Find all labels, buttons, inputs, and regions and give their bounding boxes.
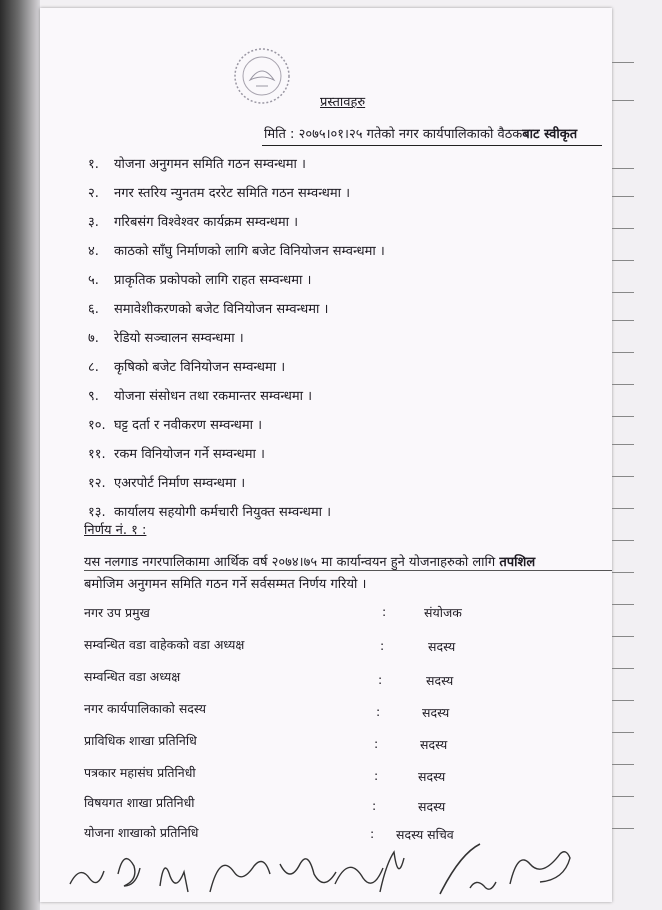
signature-mark [380,852,404,892]
member-colon: : [376,704,381,719]
member-name: नगर उप प्रमुख [84,605,150,620]
approval-date-line [264,124,577,142]
proposal-item: ६. समावेशीकरणको बजेट विनियोजन सम्वन्धमा । [88,302,329,317]
proposal-item: ५. प्राकृतिक प्रकोपको लागि राहत सम्वन्धमा । [88,273,312,288]
proposal-item: १०. घट्ट दर्ता र नवीकरण सम्वन्धमा । [88,418,263,433]
member-role: सदस्य [422,705,450,720]
signature-mark [335,867,383,884]
signature-mark [440,844,480,894]
member-colon: : [382,604,387,619]
member-role: संयोजक [424,605,462,620]
member-role: सदस्य [418,799,446,814]
proposal-item: १३. कार्यालय सहयोगी कर्मचारी नियुक्त सम्वन्धमा । [88,505,332,520]
proposal-item: १२. एअरपोर्ट निर्माण सम्वन्धमा । [88,476,246,491]
proposal-item: ११. रकम विनियोजन गर्ने सम्वन्धमा । [88,447,265,462]
page-heading: प्रस्तावहरु [320,95,366,110]
proposal-item: ३. गरिबसंग विश्वेश्वर कार्यक्रम सम्वन्धमा । [88,215,299,230]
signature-mark [118,859,140,886]
signature-mark [70,871,104,884]
signature-mark [510,852,570,884]
member-role: सदस्य [420,737,448,752]
document-page [40,8,612,902]
signatures-area [60,834,600,902]
signature-mark [280,859,336,883]
decision-paragraph: यस नलगाड नगरपालिकामा आर्थिक वर्ष २०७४।७५ मा कार्यान्वयन हुने योजनाहरुको लागि तपशिल बमोजिम अनुगमन समिति गठन गर्ने सर्वसम्मत निर्णय गरियो । [84,555,536,592]
member-role: सदस्य [418,769,446,784]
member-name: योजना शाखाको प्रतिनिधि [84,825,199,840]
member-name: सम्वन्धित वडा वाहेकको वडा अध्यक्ष [84,637,245,652]
member-name: सम्वन्धित वडा अध्यक्ष [84,669,181,684]
proposal-item: १. योजना अनुगमन समिति गठन सम्वन्धमा । [88,157,306,172]
approval-status-text: बाट स्वीकृत [522,127,578,142]
member-role: सदस्य [428,639,456,654]
member-colon: : [370,826,375,841]
proposal-item: २. नगर स्तरिय न्युनतम दररेट समिति गठन सम्वन्धमा । [88,186,351,201]
member-role: सदस्य [426,673,454,688]
member-name: प्राविधिक शाखा प्रतिनिधि [84,733,197,748]
member-colon: : [372,798,377,813]
approval-date-text: मिति : २०७५।०१।२५ गतेको नगर कार्यपालिकाको वैठक [264,127,523,142]
member-colon: : [378,672,383,687]
proposal-item: ७. रेडियो सञ्चालन सम्वन्धमा । [88,331,244,346]
paragraph-underline [84,570,612,571]
proposal-item: ८. कृषिको बजेट विनियोजन सम्वन्धमा । [88,360,286,375]
decision-bold-word: तपशिल [499,555,536,570]
scan-edge-shadow [0,0,40,910]
official-seal [230,44,294,108]
member-colon: : [374,736,379,751]
proposal-item: ९. योजना संसोधन तथा रकमान्तर सम्वन्धमा । [88,389,313,404]
date-underline [262,145,602,146]
decision-title: निर्णय नं. १ : [84,523,147,538]
proposal-item: ४. काठको साँघु निर्माणको लागि बजेट विनियोजन सम्वन्धमा । [88,244,385,259]
member-role: सदस्य सचिव [396,827,454,842]
signature-mark [470,882,496,889]
member-colon: : [380,638,385,653]
member-name: नगर कार्यपालिकाको सदस्य [84,701,207,716]
member-name: विषयगत शाखा प्रतिनिधी [84,795,195,810]
signature-mark [210,862,270,893]
signature-mark [160,868,188,892]
member-colon: : [374,768,379,783]
member-name: पत्रकार महासंघ प्रतिनिधी [84,765,196,780]
